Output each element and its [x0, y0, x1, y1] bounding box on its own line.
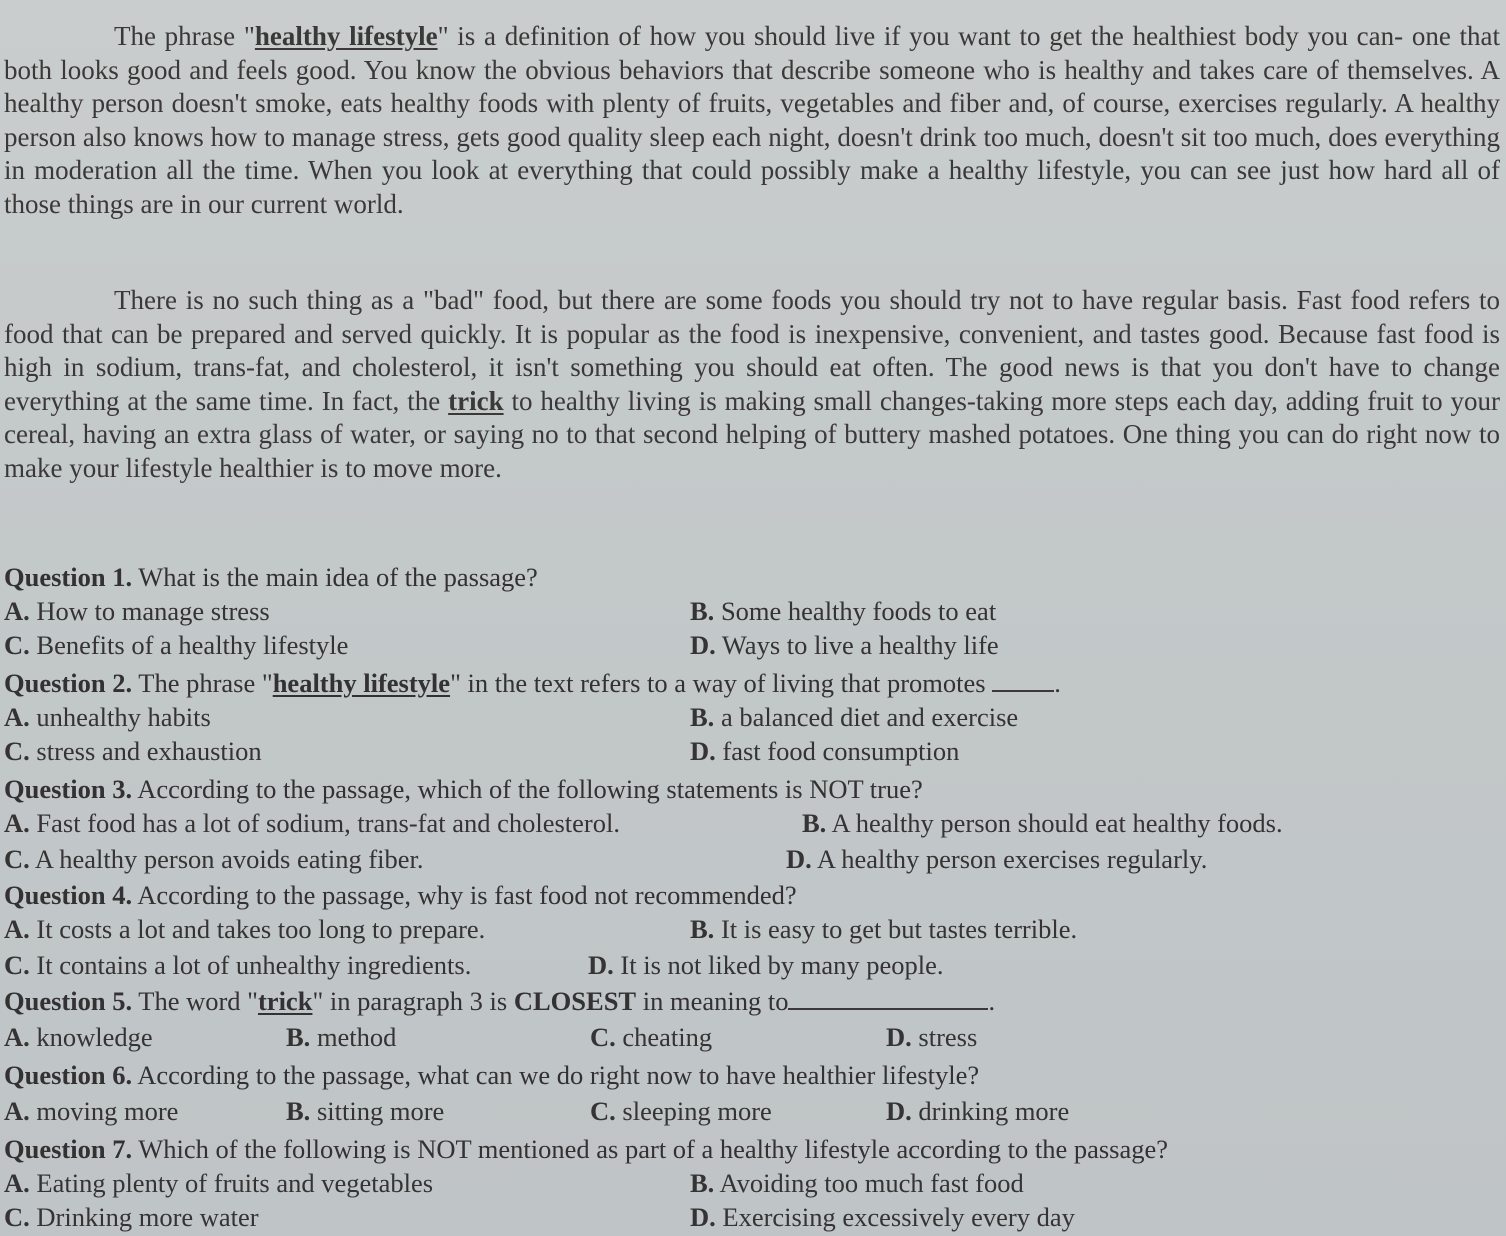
question-3-option-b[interactable]: B. A healthy person should eat healthy foods.	[802, 808, 1283, 838]
question-4-text: According to the passage, why is fast food not recommended?	[132, 880, 797, 910]
question-2-option-c[interactable]: C. stress and exhaustion	[4, 736, 262, 766]
p1-pre: The phrase "	[114, 21, 255, 51]
question-2-blank[interactable]	[992, 668, 1054, 692]
p2-underlined-word: trick	[448, 385, 504, 416]
question-5-blank[interactable]	[788, 986, 988, 1010]
question-7-text: Which of the following is NOT mentioned as part of a healthy lifestyle according to the passage?	[132, 1134, 1169, 1164]
question-7-option-b[interactable]: B. Avoiding too much fast food	[690, 1168, 1024, 1198]
question-5-option-d[interactable]: D. stress	[886, 1022, 978, 1052]
p2-pre: There is no such thing as a "bad" food, but there are some foods you should try not to have regular basis. Fast food refers to food that can be prepared and served quickly. It is popular as the food is inexpensive, convenient, and tastes good. Because fast food is high in sodium, trans-fat, and cholesterol, it isn't something you should eat often. The good news is that you don't have to change everything at the same time. In fact, the	[4, 285, 1500, 416]
question-7-option-c[interactable]: C. Drinking more water	[4, 1202, 259, 1232]
question-1-option-b[interactable]: B. Some healthy foods to eat	[690, 596, 997, 626]
question-1-option-a[interactable]: A. How to manage stress	[4, 596, 270, 626]
p2-post: to healthy living is making small changes-taking more steps each day, adding fruit to your cereal, having an extra glass of water, or saying no to that second helping of buttery mashed potatoes. One thing you can do right now to make your lifestyle healthier is to move more.	[4, 385, 1500, 483]
question-6-label: Question 6.	[4, 1060, 133, 1090]
question-4-option-b[interactable]: B. It is easy to get but tastes terrible.	[690, 914, 1078, 944]
question-7-label: Question 7.	[4, 1134, 133, 1164]
question-1	[4, 560, 538, 594]
passage-paragraph-1	[4, 20, 1500, 222]
question-3-label: Question 3.	[4, 774, 133, 804]
question-1-label: Question 1.	[4, 562, 133, 592]
question-6	[4, 1058, 979, 1092]
p1-underlined-phrase: healthy lifestyle	[254, 21, 438, 51]
question-4-option-a[interactable]: A. It costs a lot and takes too long to prepare.	[4, 914, 486, 944]
question-6-option-a[interactable]: A. moving more	[4, 1096, 179, 1126]
question-5-label: Question 5.	[4, 986, 133, 1016]
question-4-option-d[interactable]: D. It is not liked by many people.	[588, 950, 944, 980]
question-2-underlined-phrase: healthy lifestyle	[272, 668, 451, 698]
passage-paragraph-2	[4, 284, 1500, 486]
question-1-option-d[interactable]: D. Ways to live a healthy life	[690, 630, 999, 660]
question-1-text: What is the main idea of the passage?	[132, 562, 538, 592]
question-5-option-a[interactable]: A. knowledge	[4, 1022, 153, 1052]
question-6-text: According to the passage, what can we do right now to have healthier lifestyle?	[132, 1060, 980, 1090]
question-5: Question 5. The word "trick" in paragraph 3 is CLOSEST in meaning to .	[4, 986, 996, 1016]
question-3	[4, 772, 923, 806]
question-5-underlined-word: trick	[257, 986, 313, 1016]
question-3-text: According to the passage, which of the following statements is NOT true?	[132, 774, 923, 804]
question-7-option-d[interactable]: D. Exercising excessively every day	[690, 1202, 1075, 1232]
question-2: Question 2. The phrase "healthy lifestyle" in the text refers to a way of living that promotes .	[4, 668, 1061, 698]
question-6-option-b[interactable]: B. sitting more	[286, 1096, 445, 1126]
question-7	[4, 1132, 1168, 1166]
question-5-option-b[interactable]: B. method	[286, 1022, 397, 1052]
question-2-label: Question 2.	[4, 668, 133, 698]
question-3-option-a[interactable]: A. Fast food has a lot of sodium, trans-fat and cholesterol.	[4, 808, 620, 838]
question-4-option-c[interactable]: C. It contains a lot of unhealthy ingredients.	[4, 950, 472, 980]
p1-post: " is a definition of how you should live if you want to get the healthiest body you can- one that both looks good and feels good. You know the obvious behaviors that describe someone who is healthy and takes care of themselves. A healthy person doesn't smoke, eats healthy foods with plenty of fruits, vegetables and fiber and, of course, exercises regularly. A healthy person also knows how to manage stress, gets good quality sleep each night, doesn't drink too much, doesn't sit too much, does everything in moderation all the time. When you look at everything that could possibly make a healthy lifestyle, you can see just how hard all of those things are in our current world.	[4, 21, 1500, 219]
question-4-label: Question 4.	[4, 880, 133, 910]
question-6-option-d[interactable]: D. drinking more	[886, 1096, 1070, 1126]
question-3-option-d[interactable]: D. A healthy person exercises regularly.	[786, 844, 1208, 874]
question-4	[4, 878, 797, 912]
question-2-option-b[interactable]: B. a balanced diet and exercise	[690, 702, 1019, 732]
question-2-option-a[interactable]: A. unhealthy habits	[4, 702, 211, 732]
question-1-option-c[interactable]: C. Benefits of a healthy lifestyle	[4, 630, 349, 660]
question-7-option-a[interactable]: A. Eating plenty of fruits and vegetables	[4, 1168, 434, 1198]
question-2-option-d[interactable]: D. fast food consumption	[690, 736, 960, 766]
question-6-option-c[interactable]: C. sleeping more	[590, 1096, 772, 1126]
question-5-option-c[interactable]: C. cheating	[590, 1022, 713, 1052]
question-3-option-c[interactable]: C. A healthy person avoids eating fiber.	[4, 844, 424, 874]
